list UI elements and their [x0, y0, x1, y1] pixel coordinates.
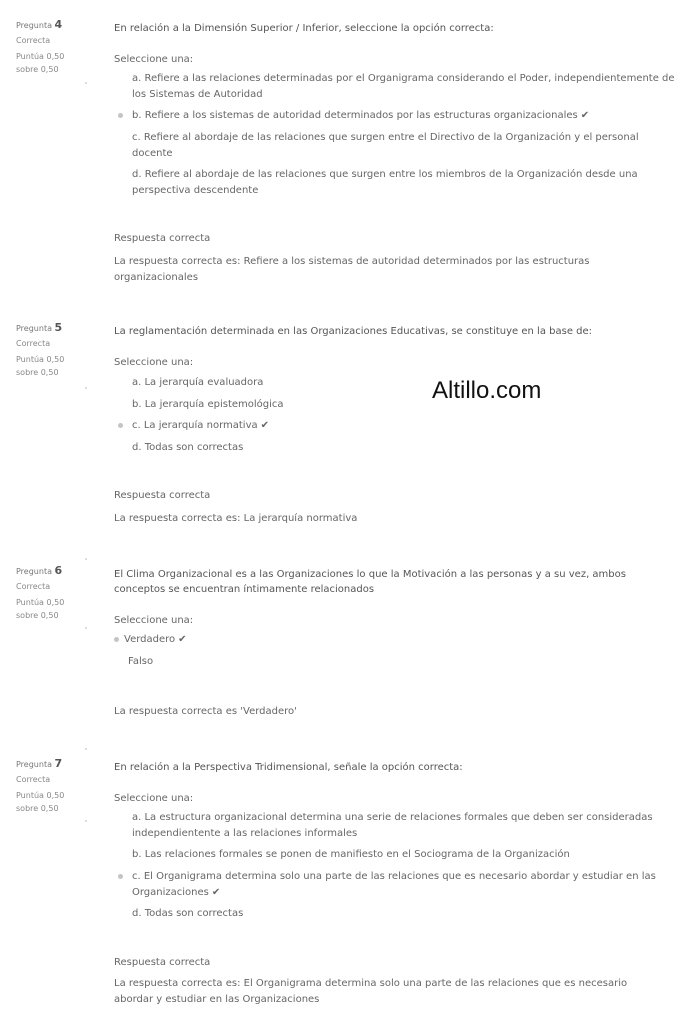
- question-grade: Puntúa 0,50: [16, 355, 65, 364]
- question-content: [114, 21, 682, 283]
- question-grade-max: sobre 0,50: [16, 368, 59, 377]
- answer-text: a. La estructura organizacional determina una serie de relaciones formales que deben ser consideradas independientente a las relaciones informales: [132, 812, 653, 839]
- question-number: 7: [54, 757, 63, 770]
- divider-dot: [85, 387, 87, 389]
- question-state: Correcta: [16, 582, 51, 591]
- answer-text: a. Refiere a las relaciones determinadas por el Organigrama considerando el Poder, independientemente de los Sistemas de Autoridad: [132, 73, 675, 100]
- check-icon: ✔: [211, 886, 221, 898]
- answer-text: a. La jerarquía evaluadora: [132, 377, 264, 388]
- answer-text: b. La jerarquía epistemológica: [132, 399, 284, 410]
- question-grade-max: sobre 0,50: [16, 611, 59, 620]
- feedback-title: Respuesta correcta: [114, 957, 211, 968]
- question-content: [114, 567, 682, 717]
- question-label: Pregunta: [16, 567, 52, 576]
- divider-dot: [85, 558, 87, 560]
- question-info: [16, 564, 96, 622]
- question-number: 6: [54, 564, 63, 577]
- select-prompt: Seleccione una:: [114, 54, 194, 65]
- divider-dot: [85, 820, 87, 822]
- divider-dot: [85, 748, 87, 750]
- question-info: [16, 321, 96, 379]
- check-icon: ✔: [260, 420, 270, 431]
- question-state: Correcta: [16, 339, 51, 348]
- question-grade: Puntúa 0,50: [16, 791, 65, 800]
- question-state: Correcta: [16, 36, 51, 45]
- answer-text: b. Las relaciones formales se ponen de manifiesto en el Sociograma de la Organización: [132, 849, 570, 860]
- answer-text: Falso: [128, 656, 154, 667]
- answer-text: d. Refiere al abordaje de las relaciones que surgen entre los miembros de la Organización desde una perspectiva descendente: [132, 169, 638, 196]
- feedback-text: La respuesta correcta es: La jerarquía normativa: [114, 513, 358, 524]
- answer-text: b. Refiere a los sistemas de autoridad determinados por las estructuras organizacionales: [132, 110, 578, 121]
- question-number: 5: [54, 321, 63, 334]
- feedback-text: La respuesta correcta es 'Verdadero': [114, 706, 297, 717]
- answer-text: d. Todas son correctas: [132, 908, 244, 919]
- question-label: Pregunta: [16, 324, 52, 333]
- question-number: 4: [54, 18, 63, 31]
- question-grade-max: sobre 0,50: [16, 804, 59, 813]
- answer-text: d. Todas son correctas: [132, 442, 244, 453]
- answer-text: Verdadero: [124, 634, 176, 645]
- question-grade: Puntúa 0,50: [16, 598, 65, 607]
- check-icon: ✔: [580, 110, 590, 121]
- question-text: En relación a la Perspectiva Tridimensional, señale la opción correcta:: [114, 762, 463, 773]
- feedback-title: Respuesta correcta: [114, 233, 211, 244]
- question-content: [114, 760, 682, 1005]
- question-info: [16, 757, 96, 815]
- radio-selected-icon[interactable]: [118, 113, 123, 118]
- question-text: La reglamentación determinada en las Organizaciones Educativas, se constituye en la base de:: [114, 326, 593, 337]
- feedback-title: Respuesta correcta: [114, 490, 211, 501]
- radio-selected-icon[interactable]: [114, 637, 119, 642]
- feedback-text: La respuesta correcta es: Refiere a los sistemas de autoridad determinados por las estructuras organizacionales: [114, 256, 590, 283]
- feedback-text: La respuesta correcta es: El Organigrama determina solo una parte de las relaciones que es necesario abordar y estudiar en las Organizaciones: [114, 978, 628, 1005]
- answer-text: c. La jerarquía normativa: [132, 420, 258, 431]
- select-prompt: Seleccione una:: [114, 357, 194, 368]
- watermark: Altillo.com: [432, 377, 542, 404]
- divider-dot: [85, 627, 87, 629]
- check-icon: ✔: [178, 634, 187, 645]
- answer-text: c. Refiere al abordaje de las relaciones que surgen entre el Directivo de la Organización y el personal docente: [132, 132, 639, 159]
- question-label: Pregunta: [16, 760, 52, 769]
- question-state: Correcta: [16, 775, 51, 784]
- question-text: El Clima Organizacional es a las Organizaciones lo que la Motivación a las personas y a su vez, ambos conceptos se encuentran íntimamente relacionados: [114, 569, 626, 595]
- question-info: [16, 18, 96, 76]
- divider-dot: [85, 82, 87, 84]
- question-text: En relación a la Dimensión Superior / Inferior, seleccione la opción correcta:: [114, 23, 494, 34]
- question-grade-max: sobre 0,50: [16, 65, 59, 74]
- question-grade: Puntúa 0,50: [16, 52, 65, 61]
- select-prompt: Seleccione una:: [114, 615, 194, 626]
- select-prompt: Seleccione una:: [114, 793, 194, 804]
- radio-selected-icon[interactable]: [118, 874, 123, 879]
- question-label: Pregunta: [16, 21, 52, 30]
- answer-text: c. El Organigrama determina solo una parte de las relaciones que es necesario abordar y estudiar en las Organizaciones: [132, 871, 656, 898]
- radio-selected-icon[interactable]: [118, 423, 123, 428]
